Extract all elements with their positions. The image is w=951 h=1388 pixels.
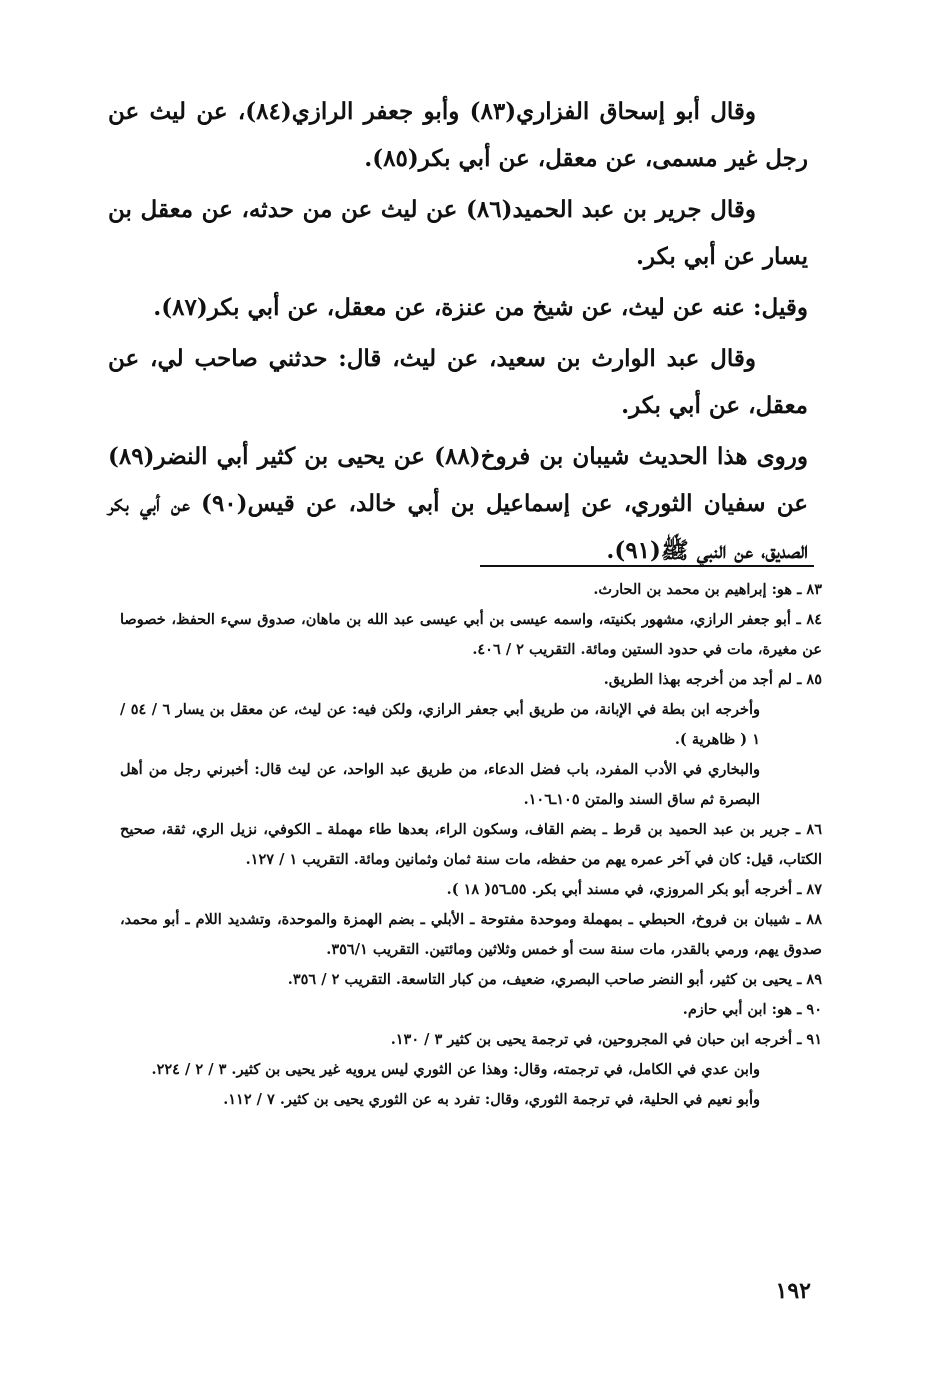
page-number: ١٩٢: [775, 1278, 811, 1304]
footnote: ٩١ ـ أخرجه ابن حبان في المجروحين، في ترجمة يحيى بن كثير ٣ / ١٣٠.: [390, 1031, 822, 1048]
main-paragraph: وروى هذا الحديث شيبان بن فروخ(٨٨) عن يحيى بن كثير أبي النضر(٨٩) عن سفيان الثوري، عن إسماعيل بن أبي خالد، عن قيس(٩٠) عن أبي بكر الصديق، عن النبي ﷺ(٩١).: [108, 443, 808, 564]
main-paragraph: وقال عبد الوارث بن سعيد، عن ليث، قال: حدثني صاحب لي، عن معقل، عن أبي بكر.: [108, 345, 808, 419]
main-text-body: [108, 88, 808, 578]
main-paragraph: وقال جرير بن عبد الحميد(٨٦) عن ليث عن من حدثه، عن معقل بن يسار عن أبي بكر.: [108, 196, 808, 270]
footnote: ٨٣ ـ هو: إبراهيم بن محمد بن الحارث.: [593, 581, 822, 598]
footnote: ٨٦ ـ جرير بن عبد الحميد بن قرط ـ بضم القاف، وسكون الراء، بعدها طاء مهملة ـ الكوفي، نزيل الري، ثقة، صحيح الكتاب، قيل: كان في آخر عمره يهم من حفظه، مات سنة ثمان وثمانين ومائة. التقريب ١ / ١٢٧.: [120, 821, 822, 868]
main-paragraph: وقال أبو إسحاق الفزاري(٨٣) وأبو جعفر الرازي(٨٤)، عن ليث عن رجل غير مسمى، عن معقل، عن أبي بكر(٨٥).: [108, 98, 808, 172]
footnote: ٩٠ ـ هو: ابن أبي حازم.: [682, 1001, 822, 1018]
footnote: ٨٩ ـ يحيى بن كثير، أبو النضر صاحب البصري، ضعيف، من كبار التاسعة. التقريب ٢ / ٣٥٦.: [287, 971, 822, 988]
footnotes-section: [120, 575, 822, 1115]
footnote-continuation: وأخرجه ابن بطة في الإبانة، من طريق أبي جعفر الرازي، ولكن فيه: عن ليث، عن معقل بن يسار ٦ / ٥٤ / ١ ( ظاهرية ).: [120, 701, 760, 748]
footnote: ٨٤ ـ أبو جعفر الرازي، مشهور بكنيته، واسمه عيسى بن أبي عيسى عبد الله بن ماهان، صدوق سيء الحفظ، خصوصا عن مغيرة، مات في حدود الستين ومائة. التقريب ٢ / ٤٠٦.: [120, 611, 822, 658]
footnote-continuation: والبخاري في الأدب المفرد، باب فضل الدعاء، من طريق عبد الواحد، عن ليث قال: أخبرني رجل من أهل البصرة ثم ساق السند والمتن ١٠٥ـ١٠٦.: [120, 761, 760, 808]
footnote-divider: [480, 565, 814, 567]
footnote: ٨٥ ـ لم أجد من أخرجه بهذا الطريق.: [603, 671, 822, 688]
footnote-continuation: وابن عدي في الكامل، في ترجمته، وقال: وهذا عن الثوري ليس يرويه غير يحيى بن كثير. ٣ / ٢ / ٢٢٤.: [151, 1061, 760, 1078]
main-paragraph: وقيل: عنه عن ليث، عن شيخ من عنزة، عن معقل، عن أبي بكر(٨٧).: [153, 294, 808, 321]
footnote: ٨٧ ـ أخرجه أبو بكر المروزي، في مسند أبي بكر. ٥٥ـ٥٦( ١٨ ).: [446, 881, 822, 898]
footnote: ٨٨ ـ شيبان بن فروخ، الحبطي ـ بمهملة وموحدة مفتوحة ـ الأبلي ـ بضم الهمزة والموحدة، وتشديد اللام ـ أبو محمد، صدوق يهم، ورمي بالقدر، مات سنة ست أو خمس وثلاثين ومائتين. التقريب ٣٥٦/١.: [120, 911, 822, 958]
footnote-continuation: وأبو نعيم في الحلية، في ترجمة الثوري، وقال: تفرد به عن الثوري يحيى بن كثير. ٧ / ١١٢.: [223, 1091, 760, 1108]
